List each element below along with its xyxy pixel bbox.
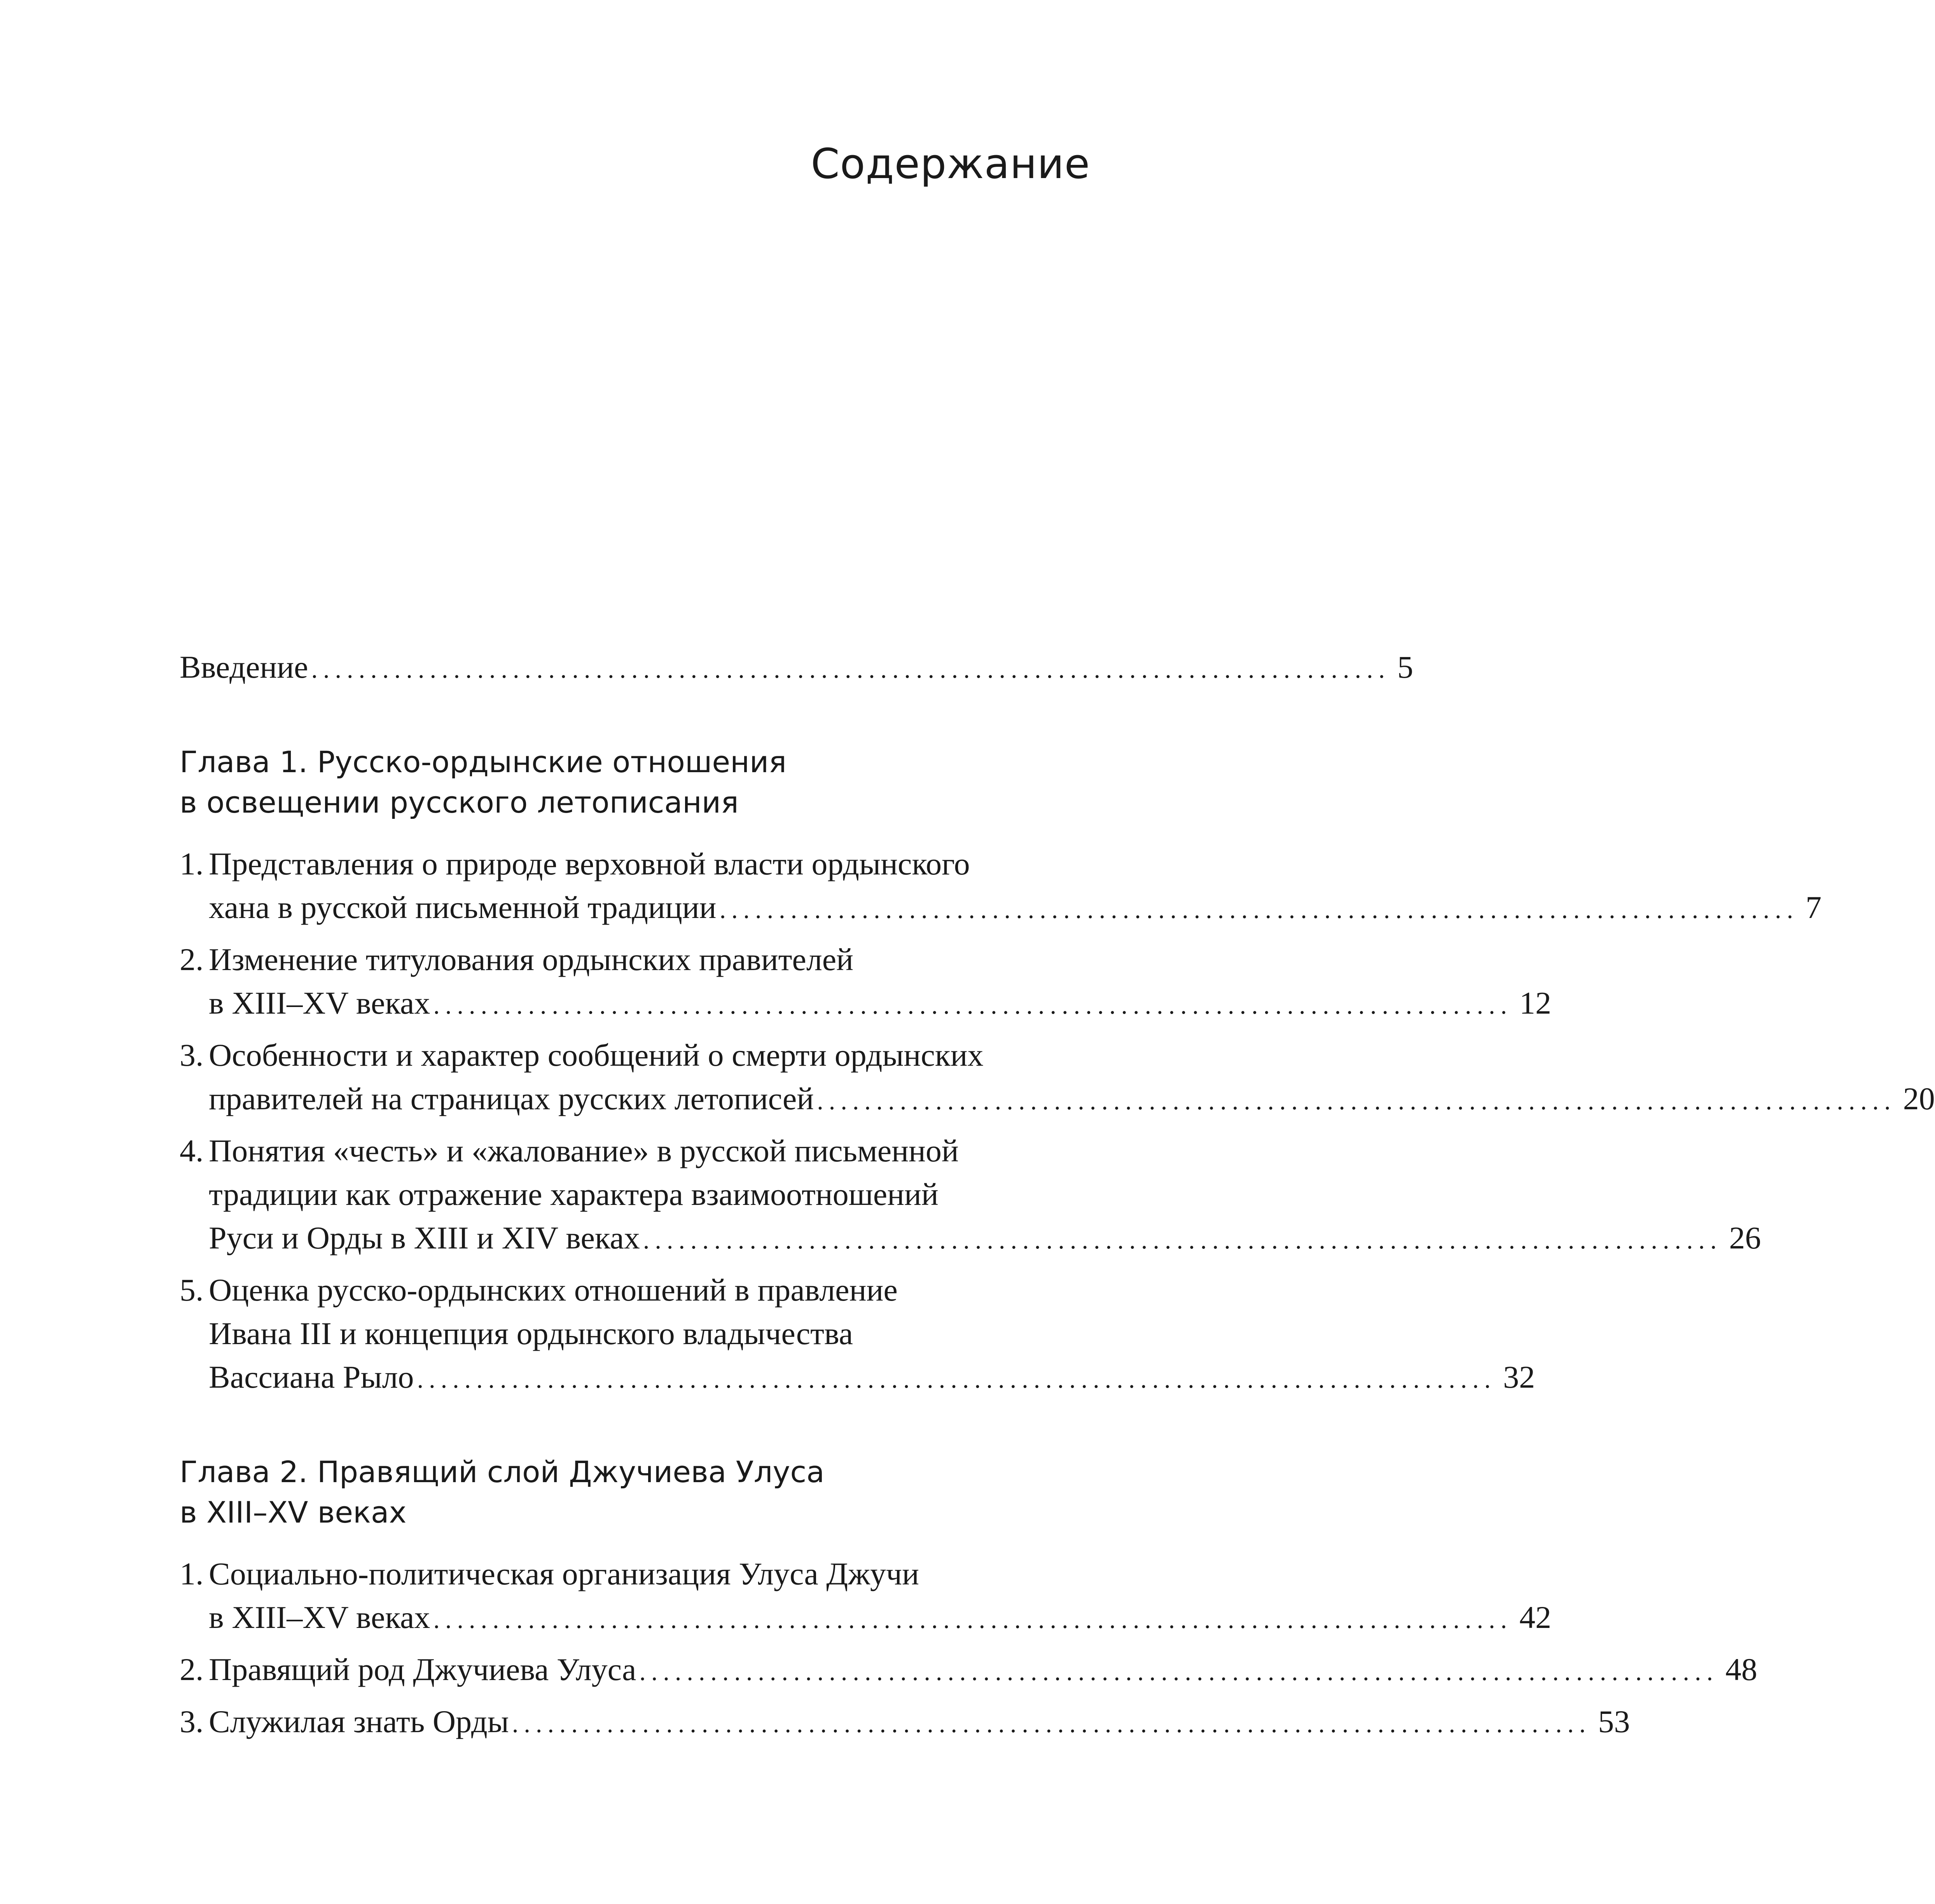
chapter-heading-line: Глава 1. Русско-ордынские отношения — [180, 745, 787, 779]
dot-leader: ........................................................................................... — [639, 1657, 1718, 1686]
toc-page-number: 5 — [1397, 649, 1414, 685]
toc-entry-text: Оценка русско-ордынских отношений в правление — [209, 1272, 898, 1308]
toc-entry-number: 1. — [180, 1556, 204, 1591]
chapter-heading-line: в освещении русского летописания — [180, 785, 739, 820]
toc-entry-1-1[interactable] — [180, 842, 1822, 932]
dot-leader: ........................................................................................... — [512, 1710, 1591, 1738]
toc-entry-text: Руси и Орды в XIII и XIV веках — [209, 1220, 640, 1255]
dot-leader: ........................................................................................... — [433, 991, 1512, 1019]
toc-page-number: 53 — [1598, 1704, 1630, 1739]
toc-entry-text: Правящий род Джучиева Улуса — [209, 1652, 636, 1687]
chapter-2-heading[interactable] — [180, 1452, 1092, 1533]
table-of-contents — [180, 645, 1935, 1746]
toc-entry-number: 2. — [180, 1652, 204, 1687]
toc-entry-text: Представления о природе верховной власти ордынского — [209, 846, 970, 881]
dot-leader: ........................................................................................... — [643, 1226, 1722, 1254]
toc-entry-1-2[interactable] — [180, 938, 1551, 1027]
dot-leader: ........................................................................................... — [433, 1605, 1512, 1634]
dot-leader: ........................................................................................... — [311, 655, 1391, 684]
page-title: Содержание — [811, 140, 1090, 188]
toc-entry-text: Особенности и характер сообщений о смерти ордынских — [209, 1037, 984, 1073]
toc-entry-2-3[interactable] — [180, 1700, 1630, 1746]
dot-leader: ........................................................................................... — [417, 1365, 1496, 1393]
toc-page-number: 7 — [1806, 890, 1822, 925]
toc-entry-2-1[interactable] — [180, 1552, 1551, 1642]
dot-leader: ........................................................................................... — [817, 1087, 1896, 1115]
toc-entry-text: правителей на страницах русских летописей — [209, 1081, 814, 1116]
toc-entry-2-2[interactable] — [180, 1648, 1757, 1694]
toc-entry-text: Социально-политическая организация Улуса Джучи — [209, 1556, 919, 1591]
toc-entry-number: 2. — [180, 942, 204, 977]
toc-entry-1-5[interactable] — [180, 1268, 1535, 1401]
toc-page-number: 12 — [1519, 985, 1551, 1021]
toc-page-number: 20 — [1903, 1081, 1935, 1116]
toc-entry-number: 1. — [180, 846, 204, 881]
toc-page-number: 26 — [1729, 1220, 1761, 1255]
chapter-heading-line: в XIII–XV веках — [180, 1495, 407, 1530]
toc-entry-introduction[interactable] — [180, 645, 1414, 691]
toc-entry-number: 3. — [180, 1704, 204, 1739]
toc-entry-text: в XIII–XV веках — [209, 985, 430, 1021]
toc-entry-text: Служилая знать Орды — [209, 1704, 509, 1739]
toc-entry-1-3[interactable] — [180, 1033, 1935, 1123]
toc-entry-1-4[interactable] — [180, 1129, 1761, 1262]
toc-entry-text: в XIII–XV веках — [209, 1600, 430, 1635]
chapter-heading-line: Глава 2. Правящий слой Джучиева Улуса — [180, 1455, 825, 1489]
chapter-1-heading[interactable] — [180, 742, 1092, 823]
toc-entry-text: Изменение титулования ордынских правителей — [209, 942, 854, 977]
toc-page-number: 48 — [1725, 1652, 1757, 1687]
toc-page-number: 32 — [1503, 1359, 1535, 1395]
toc-entry-text: Ивана III и концепция ордынского владычества — [209, 1316, 853, 1351]
toc-entry-number: 4. — [180, 1133, 204, 1168]
toc-entry-label: Введение — [180, 649, 308, 685]
toc-entry-text: Вассиана Рыло — [209, 1359, 414, 1395]
toc-entry-number: 3. — [180, 1037, 204, 1073]
toc-page-number: 42 — [1519, 1600, 1551, 1635]
toc-entry-number: 5. — [180, 1272, 204, 1308]
dot-leader: ........................................................................................... — [719, 895, 1799, 924]
toc-entry-text: хана в русской письменной традиции — [209, 890, 717, 925]
toc-entry-text: Понятия «честь» и «жалование» в русской письменной — [209, 1133, 959, 1168]
toc-entry-text: традиции как отражение характера взаимоотношений — [209, 1177, 939, 1212]
